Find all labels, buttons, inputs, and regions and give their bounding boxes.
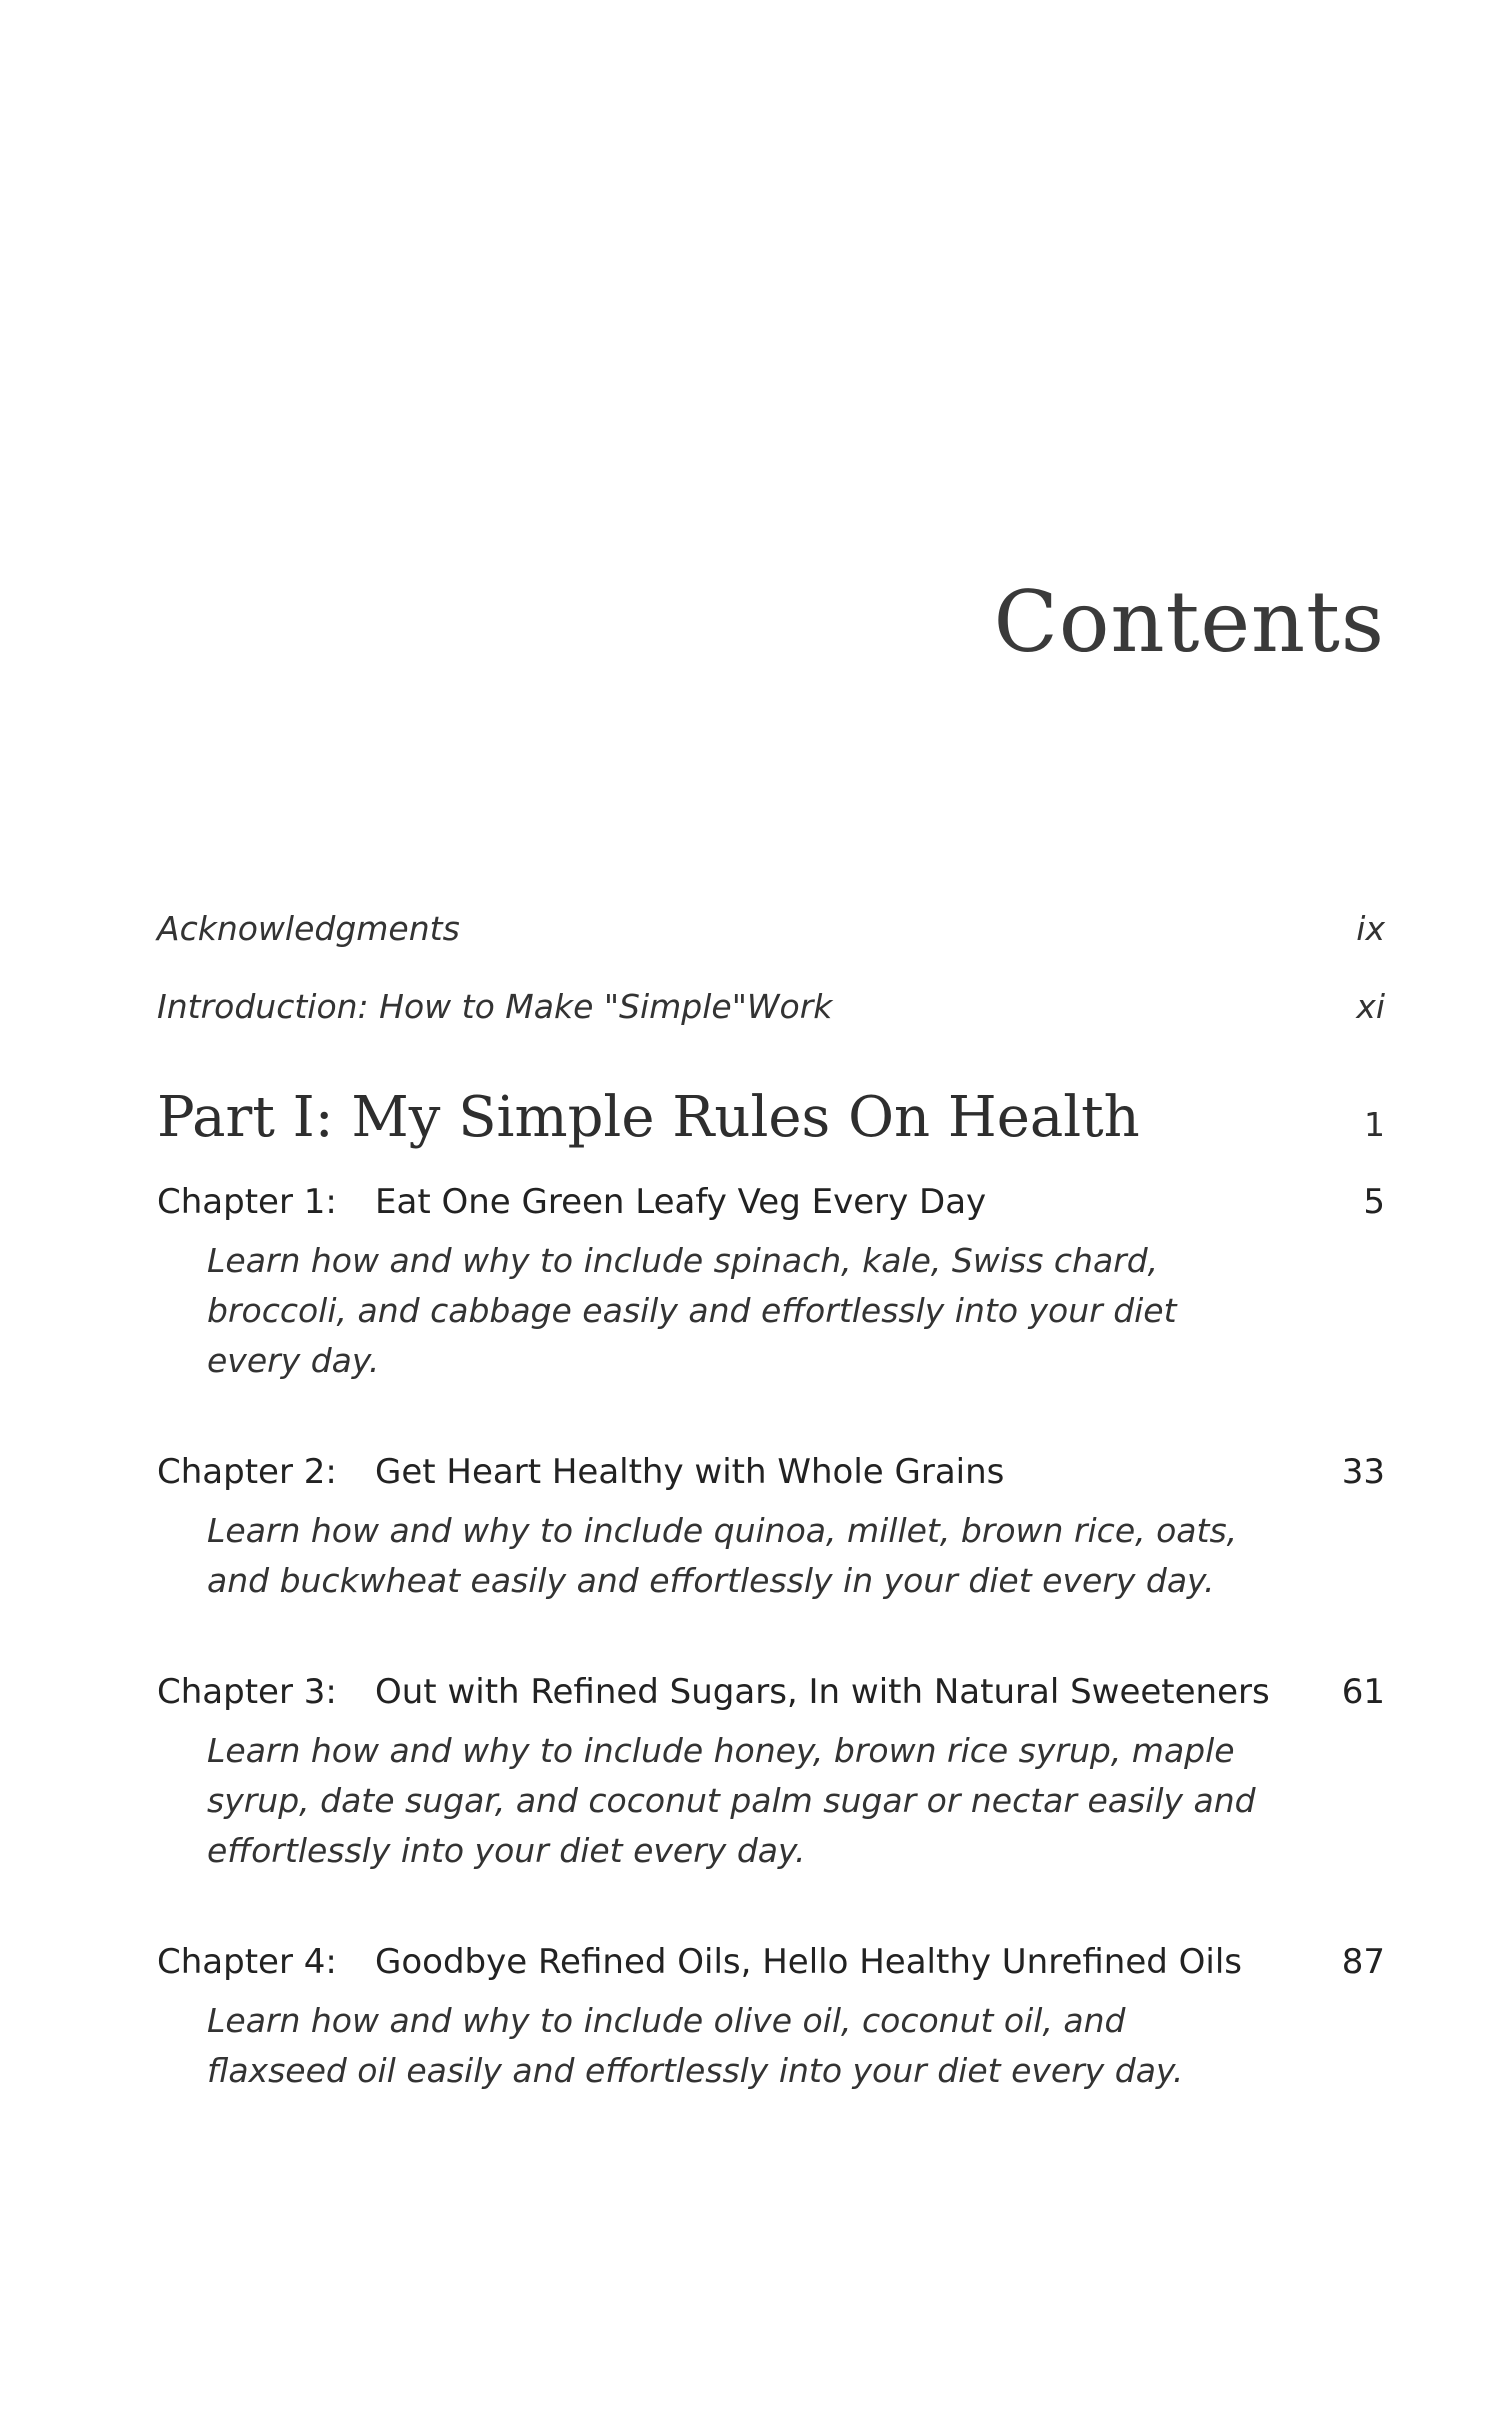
chapter-entry-2 <box>157 1453 1385 1606</box>
chapter-title: Get Heart Healthy with Whole Grains <box>375 1452 1005 1492</box>
toc-entry-title: Acknowledgments <box>157 909 460 948</box>
toc-entry-introduction[interactable] <box>157 987 1385 1026</box>
toc-entry-acknowledgments[interactable] <box>157 909 1385 948</box>
toc-entry-page: ix <box>1356 909 1385 948</box>
chapter-entry-1 <box>157 1183 1385 1386</box>
part-title: Part I: My Simple Rules On Health <box>157 1085 1140 1150</box>
chapter-description: Learn how and why to include quinoa, millet, brown rice, oats, and buckwheat easily and effortlessly in your diet every day. <box>207 1511 1238 1601</box>
chapter-title: Goodbye Refined Oils, Hello Healthy Unrefined Oils <box>375 1942 1243 1982</box>
chapter-entry-4 <box>157 1943 1385 2096</box>
chapter-entry-3 <box>157 1673 1385 1876</box>
toc-entry-title: Introduction: How to Make "Simple"Work <box>157 987 833 1026</box>
chapter-page: 5 <box>1363 1182 1385 1222</box>
toc-entry-page: xi <box>1356 987 1385 1026</box>
chapter-heading-row[interactable] <box>157 1183 1385 1222</box>
page-title: Contents <box>993 573 1385 671</box>
chapter-description: Learn how and why to include honey, brown rice syrup, maple syrup, date sugar, and coconut palm sugar or nectar easily and effortlessly into your diet every day. <box>207 1731 1256 1871</box>
chapter-title: Eat One Green Leafy Veg Every Day <box>375 1182 987 1222</box>
chapter-page: 33 <box>1341 1452 1385 1492</box>
chapter-description: Learn how and why to include olive oil, coconut oil, and flaxseed oil easily and effortlessly into your diet every day. <box>207 2001 1184 2091</box>
chapter-title: Out with Refined Sugars, In with Natural Sweeteners <box>375 1672 1270 1712</box>
chapter-description: Learn how and why to include spinach, kale, Swiss chard, broccoli, and cabbage easily and effortlessly into your diet every day. <box>207 1241 1177 1381</box>
chapter-page: 87 <box>1341 1942 1385 1982</box>
chapter-heading-row[interactable] <box>157 1943 1385 1982</box>
chapter-page: 61 <box>1341 1672 1385 1712</box>
chapter-heading-row[interactable] <box>157 1673 1385 1712</box>
chapter-number: Chapter 3: <box>157 1672 337 1712</box>
chapter-number: Chapter 2: <box>157 1452 337 1492</box>
part-page: 1 <box>1364 1105 1385 1144</box>
chapter-number: Chapter 4: <box>157 1942 337 1982</box>
chapter-heading-row[interactable] <box>157 1453 1385 1492</box>
part-heading[interactable] <box>157 1085 1385 1150</box>
chapter-number: Chapter 1: <box>157 1182 337 1222</box>
